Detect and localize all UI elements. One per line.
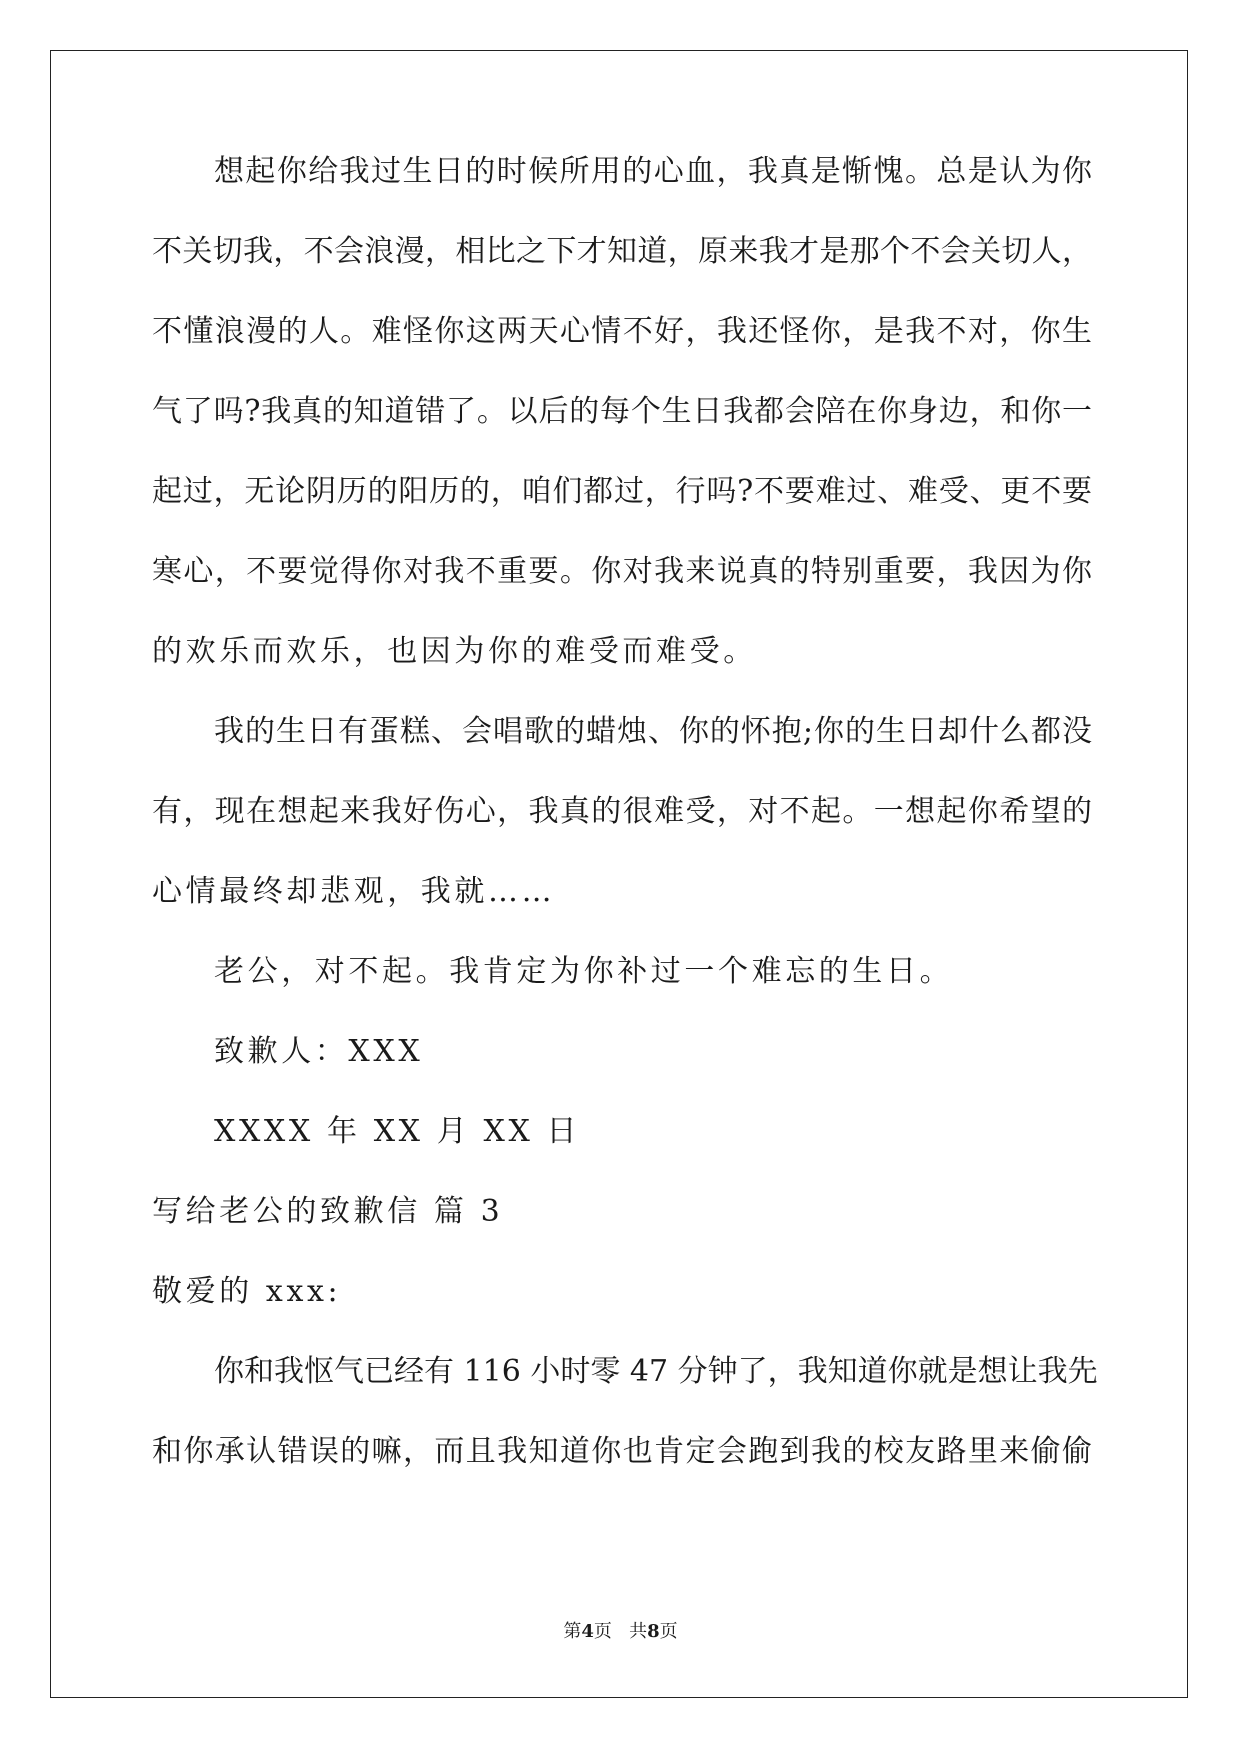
- body-line-9: 有，现在想起来我好伤心，我真的很难受，对不起。一想起你希望的: [152, 794, 1092, 829]
- body-line-11: 老公，对不起。我肯定为你补过一个难忘的生日。: [214, 954, 954, 989]
- salutation-line: 敬爱的 xxx:: [152, 1274, 342, 1309]
- page-footer: [0, 1620, 1241, 1644]
- footer-total-pages: 8: [647, 1621, 660, 1642]
- footer-mid: 页 共: [593, 1621, 648, 1642]
- date-line: XXXX 年 XX 月 XX 日: [214, 1114, 581, 1149]
- body-line-8: 我的生日有蛋糕、会唱歌的蜡烛、你的怀抱;你的生日却什么都没: [214, 714, 1092, 749]
- body-line-16: 你和我怄气已经有 116 小时零 47 分钟了，我知道你就是想让我先: [214, 1354, 1098, 1389]
- section-heading: 写给老公的致歉信 篇 3: [152, 1194, 504, 1229]
- body-line-3: 不懂浪漫的人。难怪你这两天心情不好，我还怪你，是我不对，你生: [152, 314, 1092, 349]
- body-line-10: 心情最终却悲观，我就……: [152, 874, 556, 909]
- body-line-17: 和你承认错误的嘛，而且我知道你也肯定会跑到我的校友路里来偷偷: [152, 1434, 1092, 1469]
- footer-suffix: 页: [659, 1621, 678, 1642]
- body-line-6: 寒心，不要觉得你对我不重要。你对我来说真的特别重要，我因为你: [152, 554, 1092, 589]
- body-line-7: 的欢乐而欢乐，也因为你的难受而难受。: [152, 634, 757, 669]
- body-line-1: 想起你给我过生日的时候所用的心血，我真是惭愧。总是认为你: [214, 154, 1092, 189]
- footer-page-number: 4: [581, 1621, 594, 1642]
- body-line-2: 不关切我，不会浪漫，相比之下才知道，原来我才是那个不会关切人，: [152, 234, 1092, 269]
- signature-line: 致歉人：XXX: [214, 1034, 424, 1069]
- footer-prefix: 第: [563, 1621, 582, 1642]
- body-line-5: 起过，无论阴历的阳历的，咱们都过，行吗?不要难过、难受、更不要: [152, 474, 1092, 509]
- body-line-4: 气了吗?我真的知道错了。以后的每个生日我都会陪在你身边，和你一: [152, 394, 1092, 429]
